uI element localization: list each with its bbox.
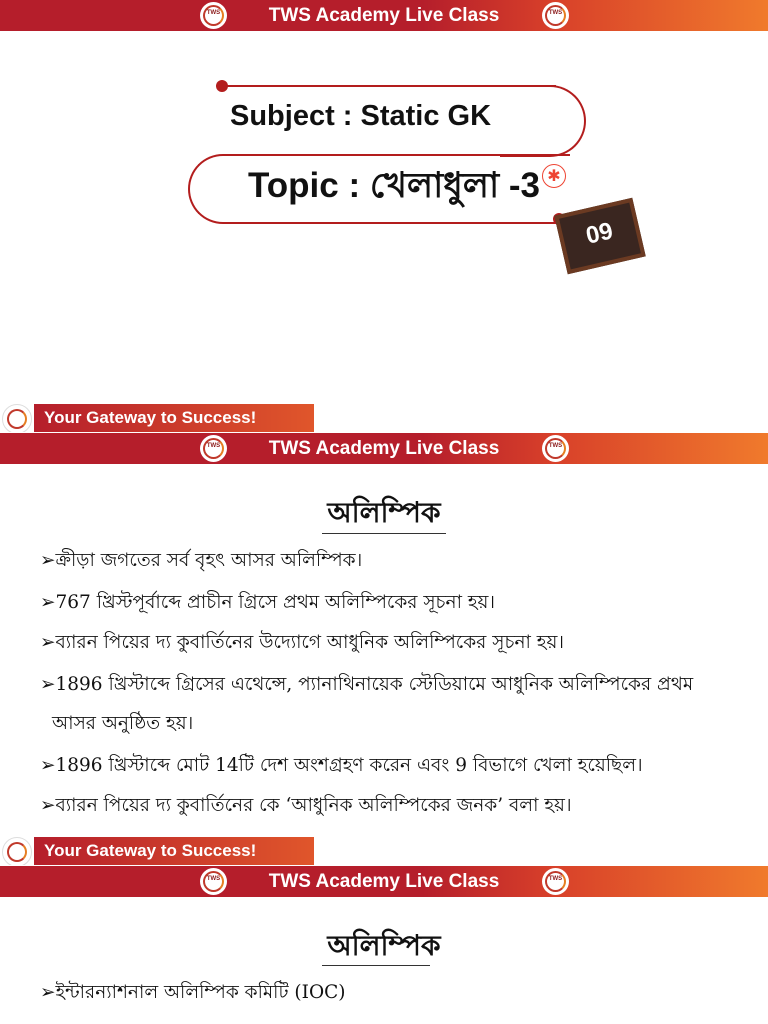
star-icon: ✱ [542,164,566,188]
header-title: TWS Academy Live Class [268,871,500,892]
fact-line: ➢ইন্টারন্যাশনাল অলিম্পিক কমিটি (IOC) [40,982,346,1003]
header-title: TWS Academy Live Class [268,5,500,26]
slide-olympics-1 [0,433,768,865]
fact-line: আসর অনুষ্ঠিত হয়। [52,713,194,734]
tagline-text: Your Gateway to Success! [34,404,314,432]
subject-title: Subject : Static GK [230,100,492,132]
academy-logo-icon: TWS [200,435,227,462]
fact-line: ➢ব্যারন পিয়ের দ্য কুবার্তিনের উদ্যোগে আধুনিক অলিম্পিকের সূচনা হয়। [40,632,564,653]
board-number: 09 [583,217,616,250]
fact-line: ➢ব্যারন পিয়ের দ্য কুবার্তিনের কে ‘আধুনিক অলিম্পিকের জনক’ বলা হয়। [40,795,572,816]
footer-tagline [0,837,320,865]
header-bar [0,433,768,464]
academy-logo-icon: TWS [542,435,569,462]
academy-logo-icon: TWS [542,868,569,895]
academy-logo-icon: TWS [542,2,569,29]
decor-curve [500,85,586,157]
academy-logo-icon [2,404,32,432]
fact-line: ➢ক্রীড়া জগতের সর্ব বৃহৎ আসর অলিম্পিক। [40,550,363,571]
section-heading: অলিম্পিক [327,929,441,962]
fact-line: ➢1896 খ্রিস্টাব্দে মোট 14টি দেশ অংশগ্রহণ করেন এবং 9 বিভাগে খেলা হয়েছিল। [40,755,643,776]
section-heading: অলিম্পিক [327,496,441,529]
footer-tagline [0,404,320,432]
header-bar [0,866,768,897]
slide-olympics-2 [0,866,768,1024]
slide-title [0,0,768,432]
fact-line: ➢767 খ্রিস্টপূর্বাব্দে প্রাচীন গ্রিসে প্রথম অলিম্পিকের সূচনা হয়। [40,592,496,613]
heading-underline [322,533,446,534]
academy-logo-icon: TWS [200,868,227,895]
academy-logo-icon [2,837,32,865]
heading-underline [322,965,430,966]
fact-line: ➢1896 খ্রিস্টাব্দে গ্রিসের এথেন্সে, প্যানাথিনায়েক স্টেডিয়ামে আধুনিক অলিম্পিকের প্রথম [40,674,694,695]
academy-logo-icon: TWS [200,2,227,29]
header-title: TWS Academy Live Class [268,438,500,459]
tagline-text: Your Gateway to Success! [34,837,314,865]
topic-title: Topic : খেলাধুলা -3 [248,166,540,205]
header-bar [0,0,768,31]
